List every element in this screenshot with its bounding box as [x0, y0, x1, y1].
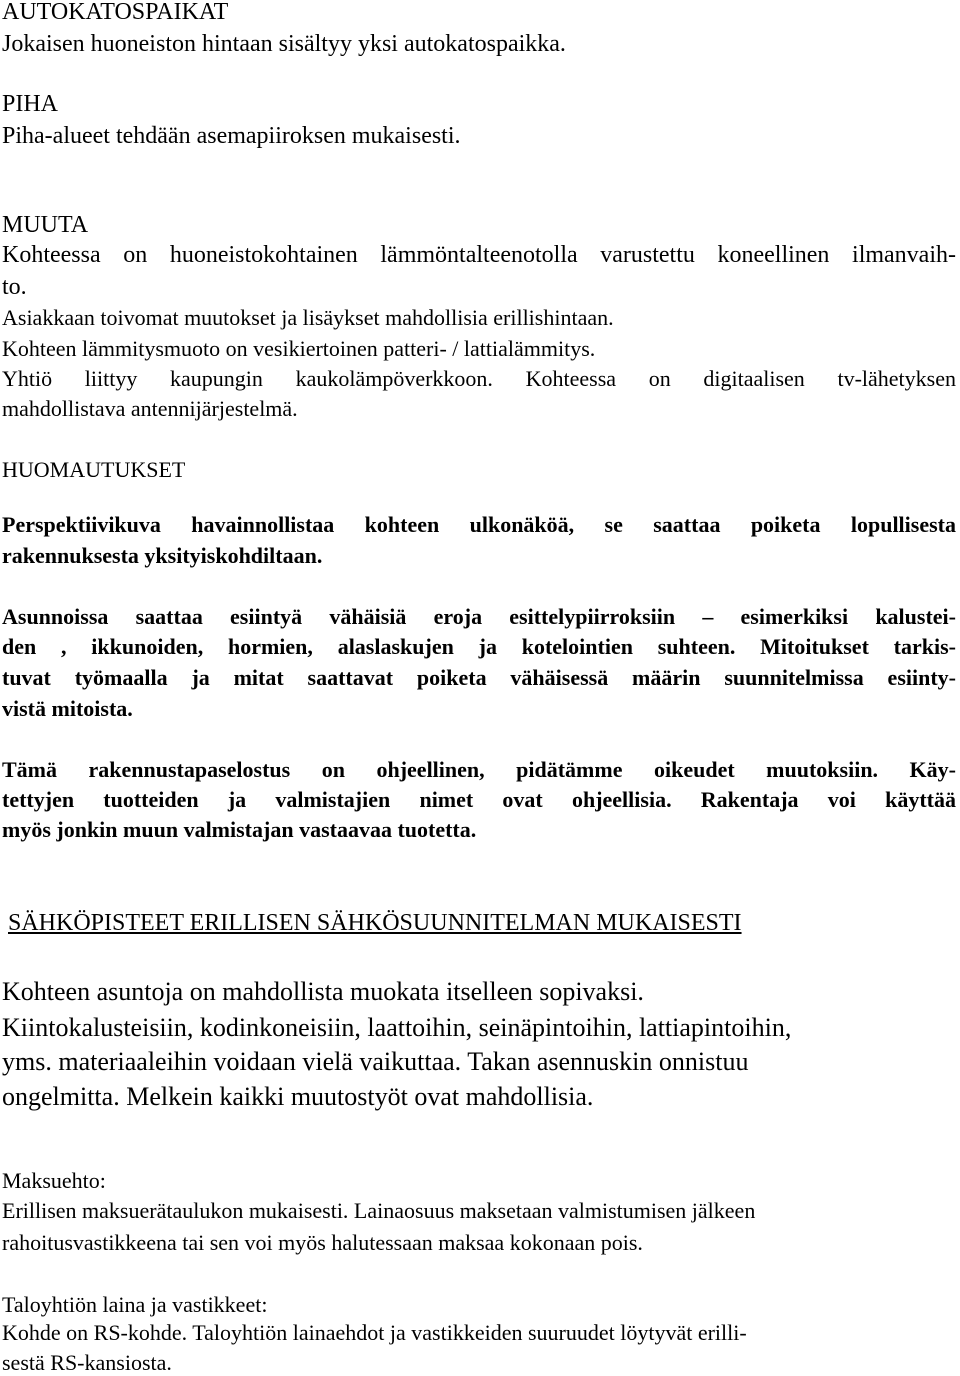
- autokatospaikat-text: Jokaisen huoneiston hintaan sisältyy yksi autokatospaikka.: [2, 31, 566, 57]
- muuta-line: Kohteen lämmitysmuoto on vesikiertoinen patteri- / lattialämmitys.: [2, 336, 596, 361]
- huomautukset-para1-line: rakennuksesta yksityiskohdiltaan.: [2, 543, 323, 568]
- piha-text: Piha-alueet tehdään asemapiiroksen mukaisesti.: [2, 123, 461, 149]
- muuta-line: Kohteessa on huoneistokohtainen lämmöntalteenotolla varustettu koneellinen ilmanvaih-: [2, 242, 956, 268]
- muuta-line: mahdollistava antennijärjestelmä.: [2, 396, 298, 421]
- maksuehto-line: Erillisen maksuerätaulukon mukaisesti. Lainaosuus maksetaan valmistumisen jälkeen: [2, 1198, 756, 1223]
- sahkopisteet-heading: SÄHKÖPISTEET ERILLISEN SÄHKÖSUUNNITELMAN MUKAISESTI: [8, 910, 742, 936]
- sahkopisteet-line: yms. materiaaleihin voidaan vielä vaikuttaa. Takan asennuskin onnistuu: [2, 1047, 749, 1076]
- huomautukset-heading: HUOMAUTUKSET: [2, 457, 186, 482]
- piha-heading: PIHA: [2, 91, 59, 117]
- huomautukset-para3-line: tettyjen tuotteiden ja valmistajien nimet ovat ohjeellisia. Rakentaja voi käyttää: [2, 787, 956, 812]
- sahkopisteet-line: Kohteen asuntoja on mahdollista muokata itselleen sopivaksi.: [2, 977, 644, 1006]
- maksuehto-line: rahoitusvastikkeena tai sen voi myös halutessaan maksaa kokonaan pois.: [2, 1230, 643, 1255]
- huomautukset-para3-line: myös jonkin muun valmistajan vastaavaa tuotetta.: [2, 817, 477, 842]
- muuta-heading: MUUTA: [2, 212, 89, 238]
- taloyhtion-laina-heading: Taloyhtiön laina ja vastikkeet:: [2, 1292, 268, 1317]
- maksuehto-heading: Maksuehto:: [2, 1168, 106, 1193]
- huomautukset-para1-line: Perspektiivikuva havainnollistaa kohteen ulkonäköä, se saattaa poiketa lopullisesta: [2, 512, 956, 537]
- taloyhtion-laina-line: sestä RS-kansiosta.: [2, 1350, 172, 1375]
- autokatospaikat-heading: AUTOKATOSPAIKAT: [2, 0, 229, 25]
- huomautukset-para2-line: den , ikkunoiden, hormien, alaslaskujen ja kotelointien suhteen. Mitoitukset tarkis-: [2, 634, 956, 659]
- sahkopisteet-line: ongelmitta. Melkein kaikki muutostyöt ovat mahdollisia.: [2, 1082, 594, 1111]
- huomautukset-para2-line: Asunnoissa saattaa esiintyä vähäisiä eroja esittelypiirroksiin – esimerkiksi kalustei-: [2, 604, 956, 629]
- muuta-line: Asiakkaan toivomat muutokset ja lisäykset mahdollisia erillishintaan.: [2, 305, 614, 330]
- huomautukset-para2-line: tuvat työmaalla ja mitat saattavat poiketa vähäisessä määrin suunnitelmissa esiinty-: [2, 665, 956, 690]
- sahkopisteet-line: Kiintokalusteisiin, kodinkoneisiin, laattoihin, seinäpintoihin, lattiapintoihin,: [2, 1013, 792, 1042]
- muuta-line: to.: [2, 274, 27, 300]
- taloyhtion-laina-line: Kohde on RS-kohde. Taloyhtiön lainaehdot ja vastikkeiden suuruudet löytyvät erilli-: [2, 1320, 747, 1345]
- muuta-line: Yhtiö liittyy kaupungin kaukolämpöverkkoon. Kohteessa on digitaalisen tv-lähetyksen: [2, 366, 956, 391]
- huomautukset-para3-line: Tämä rakennustapaselostus on ohjeellinen, pidätämme oikeudet muutoksiin. Käy-: [2, 757, 956, 782]
- huomautukset-para2-line: vistä mitoista.: [2, 696, 133, 721]
